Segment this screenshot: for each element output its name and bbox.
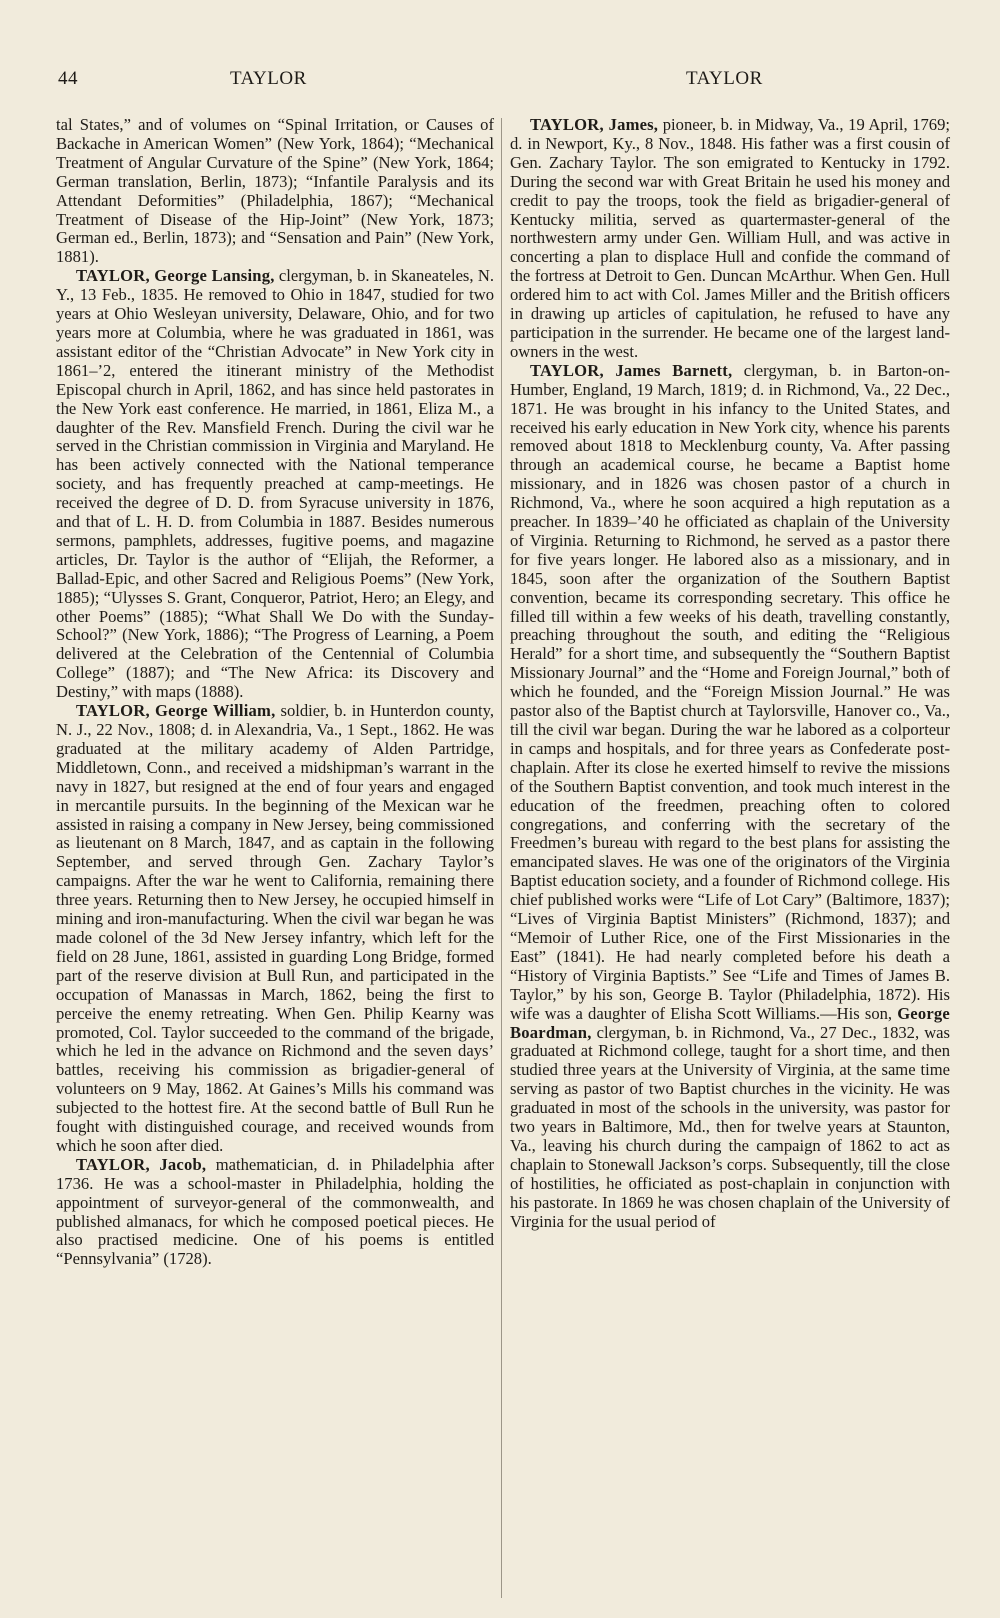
entry-name: TAYLOR, James Barnett,	[530, 360, 733, 380]
entry-name: TAYLOR, George William,	[76, 701, 276, 721]
entry-text: clergyman, b. in Skaneateles, N. Y., 13 Feb., 1835. He removed to Ohio in 1847, studied for two years at Ohio Wesleyan university, Delaware, Ohio, and for two years more at Columbia, where he was graduated in 1861, was assistant editor of the “Christian Advocate” in New York city in 1861–’2, entered the itinerant ministry of the Methodist Episcopal church in April, 1862, and has since held pastorates in the New York east conference. He married, in 1861, Eliza M., a daughter of the Rev. Mansfield French. During the civil war he served in the Christian commission in Virginia and Maryland. He has been actively connected with the National temperance society, and has frequently preached at camp-meetings. He received the degree of D. D. from Syracuse university in 1876, and that of L. H. D. from Columbia in 1887. Besides numerous sermons, pamphlets, addresses, fugitive poems, and magazine articles, Dr. Taylor is the author of “Elijah, the Reformer, a Ballad-Epic, and other Sacred and Religious Poems” (New York, 1885); “Ulysses S. Grant, Conqueror, Patriot, Hero; an Elegy, and other Poems” (1885); “What Shall We Do with the Sunday-School?” (New York, 1886); “The Progress of Learning, a Poem delivered at the Celebration of the Centennial of Columbia College” (1887); and “The New Africa: its Discovery and Destiny,” with maps (1888).	[56, 266, 494, 702]
entry-continuation: tal States,” and of volumes on “Spinal Irritation, or Causes of Backache in American Women” (New York, 1864); “Mechanical Treatment of Angular Curvature of the Spine” (New York, 1864; German translation, Berlin, 1873); “Infantile Paralysis and its Attendant Deformities” (Philadelphia, 1867); “Mechanical Treatment of Disease of the Hip-Joint” (New York, 1873; German ed., Berlin, 1873); and “Sensation and Pain” (New York, 1881).	[56, 115, 494, 267]
right-column	[510, 116, 950, 1231]
entry-george-william-taylor	[56, 702, 494, 1156]
column-divider	[501, 118, 502, 1598]
entry-text: clergyman, b. in Barton-on-Humber, England, 19 March, 1819; d. in Richmond, Va., 22 Dec., 1871. He was brought in his infancy to the United States, and received his early education in New York city, whence his parents removed about 1818 to Mecklenburg county, Va. After passing through an academical course, he became a Baptist home missionary, and in 1826 was chosen pastor of a church in Richmond, Va., where he soon acquired a high reputation as a preacher. In 1839–’40 he officiated as chaplain of the University of Virginia. Returning to Richmond, he served as a pastor there for five years longer. He labored also as a missionary, and in 1845, soon after the organization of the Southern Baptist convention, became its corresponding secretary. This office he filled till within a few weeks of his death, travelling constantly, preaching throughout the south, and editing the “Religious Herald” for a short time, and subsequently the “Southern Baptist Missionary Journal” and the “Home and Foreign Journal,” both of which he founded, and the “Foreign Mission Journal.” He was pastor also of the Baptist church at Taylorsville, Hanover co., Va., till the civil war began. During the war he labored as a colporteur in camps and hospitals, and for three years as Confederate post-chaplain. After its close he exerted himself to revive the missions of the Southern Baptist convention, and took much interest in the education of the freedmen, preaching often to colored congregations, and conferring with the secretary of the Freedmen’s bureau with regard to the best plans for assisting the emancipated slaves. He was one of the originators of the Virginia Baptist education society, and a founder of Richmond college. His chief published works were “Life of Lot Cary” (Baltimore, 1837); “Lives of Virginia Baptist Ministers” (Richmond, 1837); and “Memoir of Luther Rice, one of the First Missionaries in the East” (1841). He had nearly completed before his death a “History of Virginia Baptists.” See “Life and Times of James B. Taylor,” by his son, George B. Taylor (Philadelphia, 1872). His wife was a daughter of Elisha Scott Williams.—His son,	[510, 360, 950, 1023]
entry-text: pioneer, b. in Midway, Va., 19 April, 1769; d. in Newport, Ky., 8 Nov., 1848. His father was a first cousin of Gen. Zachary Taylor. The son emigrated to Kentucky in 1792. During the second war with Great Britain he used his money and credit to pay the troops, took the field as brigadier-general of Kentucky militia, served as quartermaster-general of the northwestern army under Gen. William Hull, and was active in concerting a plan to displace Hull and confide the command of the fortress at Detroit to Gen. Duncan McArthur. When Gen. Hull ordered him to act with Col. James Miller and the British officers in drawing up articles of capitulation, he refused to have any participation in the surrender. He became one of the largest land-owners in the west.	[510, 115, 950, 361]
sub-entry-name: George Boardman,	[510, 1003, 950, 1042]
entry-name: TAYLOR, James,	[530, 115, 659, 134]
right-running-head: TAYLOR	[686, 68, 763, 89]
entry-jacob-taylor	[56, 1156, 494, 1269]
entry-text: mathematician, d. in Philadelphia after 1736. He was a school-master in Philadelphia, holding the appointment of surveyor-general of the commonwealth, and published almanacs, for which he composed poetical pieces. He also practised medicine. One of his poems is entitled “Pennsylvania” (1728).	[56, 1154, 494, 1269]
left-column	[56, 116, 494, 1269]
entry-name: TAYLOR, Jacob,	[76, 1154, 207, 1174]
page-number: 44	[58, 68, 78, 89]
left-running-head: TAYLOR	[230, 68, 307, 89]
entry-james-taylor	[510, 116, 950, 362]
entry-name: TAYLOR, George Lansing,	[76, 266, 275, 286]
entry-text: soldier, b. in Hunterdon county, N. J., 22 Nov., 1808; d. in Alexandria, Va., 1 Sept., 1862. He was graduated at the military academy of Alden Partridge, Middletown, Conn., and received a midshipman’s warrant in the navy in 1827, but resigned at the end of four years and engaged in mercantile pursuits. In the beginning of the Mexican war he assisted in raising a company in New Jersey, being commissioned as lieutenant on 8 March, 1847, and as captain in the following September, and served through Gen. Zachary Taylor’s campaigns. After the war he went to California, remaining there three years. Returning then to New Jersey, he occupied himself in mining and iron-manufacturing. When the civil war began he was made colonel of the 3d New Jersey infantry, which left for the field on 28 June, 1861, assisted in guarding Long Bridge, formed part of the reserve division at Bull Run, and participated in the occupation of Manassas in March, 1862, being the first to perceive the enemy retreating. When Gen. Philip Kearny was promoted, Col. Taylor succeeded to the command of the brigade, which he led in the advance on Richmond and the seven days’ battles, receiving his commission as brigadier-general of volunteers on 9 May, 1862. At Gaines’s Mills his command was subjected to the hottest fire. At the second battle of Bull Run he fought with distinguished courage, and received wounds from which he soon after died.	[56, 701, 494, 1155]
sub-entry-text: clergyman, b. in Richmond, Va., 27 Dec., 1832, was graduated at Richmond college, taught for a short time, and then studied three years at the University of Virginia, at the same time serving as pastor of two Baptist churches in the vicinity. He was graduated in most of the schools in the university, was pastor for two years in Baltimore, Md., then for twelve years at Staunton, Va., leaving his church during the campaign of 1862 to act as chaplain to Stonewall Jackson’s corps. Subsequently, till the close of hostilities, he officiated as post-chaplain in conjunction with his pastorate. In 1869 he was chosen chaplain of the University of Virginia for the usual period of	[510, 1022, 950, 1231]
entry-james-barnett-taylor	[510, 362, 950, 1232]
entry-george-lansing-taylor	[56, 267, 494, 702]
